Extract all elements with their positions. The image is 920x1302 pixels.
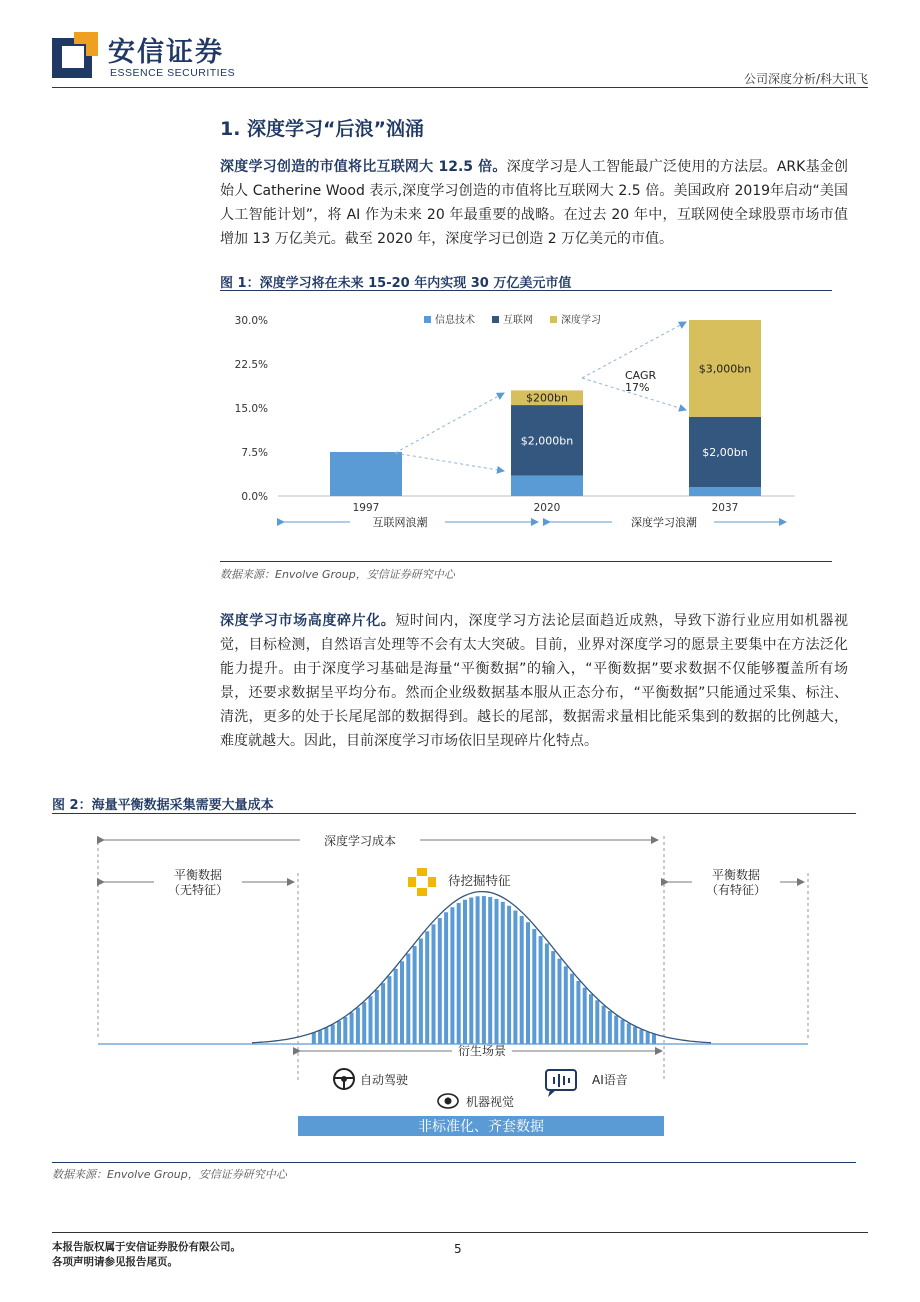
bar-segment bbox=[330, 452, 402, 496]
distribution-bar bbox=[425, 931, 429, 1044]
paragraph-1 bbox=[220, 155, 848, 251]
paragraph-1-lead: 深度学习创造的市值将比互联网大 12.5 倍。 bbox=[220, 159, 507, 175]
derived-label: 衍生场景 bbox=[457, 1044, 507, 1058]
distribution-bar bbox=[350, 1013, 354, 1044]
balanced-data-right-sub: （有特征） bbox=[705, 883, 767, 897]
distribution-bar bbox=[356, 1008, 360, 1044]
distribution-bar bbox=[343, 1017, 347, 1044]
logo-icon bbox=[52, 32, 98, 80]
distribution-bar bbox=[482, 896, 486, 1044]
figure-2-diagram bbox=[52, 818, 856, 1143]
distribution-bar bbox=[400, 961, 404, 1044]
footer-disclaimer bbox=[52, 1240, 241, 1270]
voice-icon bbox=[546, 1070, 576, 1097]
distribution-bar bbox=[381, 983, 385, 1044]
footer-line-1: 本报告版权属于安信证券股份有限公司。 bbox=[52, 1241, 241, 1253]
distribution-bar bbox=[551, 951, 555, 1044]
y-tick-label: 30.0% bbox=[234, 315, 268, 327]
distribution-bar bbox=[520, 916, 524, 1044]
distribution-bar bbox=[614, 1016, 618, 1044]
bar-data-label: $2,000bn bbox=[520, 434, 574, 448]
y-tick-label: 0.0% bbox=[241, 491, 268, 503]
distribution-bar bbox=[450, 907, 454, 1044]
distribution-bar bbox=[608, 1011, 612, 1044]
figure-2-source: 数据来源：Envolve Group，安信证券研究中心 bbox=[52, 1168, 287, 1181]
bar-segment bbox=[511, 475, 583, 496]
x-tick-label: 2020 bbox=[533, 502, 561, 514]
logo-chinese: 安信证券 bbox=[108, 37, 224, 68]
paragraph-2-lead: 深度学习市场高度碎片化。 bbox=[220, 613, 396, 629]
figure-2-top-rule bbox=[52, 813, 856, 814]
header-divider bbox=[52, 87, 868, 88]
figure-1-title: 图 1：深度学习将在未来 15-20 年内实现 30 万亿美元市值 bbox=[220, 276, 572, 291]
legend-label: 深度学习 bbox=[561, 315, 601, 326]
steering-wheel-icon bbox=[334, 1069, 354, 1089]
distribution-bar bbox=[457, 903, 461, 1044]
distribution-bar bbox=[318, 1030, 322, 1044]
distribution-bar bbox=[595, 1000, 599, 1044]
distribution-bar bbox=[387, 976, 391, 1044]
wave-internet-label: 互联网浪潮 bbox=[372, 516, 428, 529]
app-ai-voice: AI语音 bbox=[592, 1073, 628, 1087]
app-machine-vision: 机器视觉 bbox=[466, 1095, 515, 1109]
distribution-bar bbox=[539, 936, 543, 1044]
wave-dl-label: 深度学习浪潮 bbox=[631, 516, 697, 529]
bell-curve bbox=[252, 892, 711, 1043]
distribution-bar bbox=[589, 994, 593, 1044]
balanced-data-right-label: 平衡数据 bbox=[711, 868, 761, 882]
bar-data-label: $200bn bbox=[526, 391, 568, 405]
footer-divider bbox=[52, 1232, 868, 1233]
distribution-bars bbox=[312, 896, 656, 1044]
paragraph-1-body: 深度学习是人工智能最广泛使用的方法层。ARK基金创始人 Catherine Wood 表示,深度学习创造的市值将比互联网大 2.5 倍。美国政府 2019年启动“美国人工智能计划”，将 AI 作为未来 20 年最重要的战略。在过去 20 年中，互联网使全球股票市场市值增加 13 万亿美元。截至 2020 年，深度学习已创造 2 万亿美元的市值。 bbox=[220, 159, 848, 247]
distribution-bar bbox=[545, 943, 549, 1044]
legend bbox=[424, 313, 601, 326]
distribution-bar bbox=[469, 897, 473, 1044]
cagr-label: CAGR bbox=[625, 369, 657, 382]
distribution-bar bbox=[526, 922, 530, 1044]
banner-text: 非标准化、齐套数据 bbox=[418, 1119, 544, 1135]
y-tick-label: 15.0% bbox=[234, 403, 268, 415]
balanced-data-left-sub: （无特征） bbox=[167, 883, 229, 897]
logo-english: ESSENCE SECURITIES bbox=[110, 67, 236, 79]
distribution-bar bbox=[476, 896, 480, 1044]
bar-data-label: $2,00bn bbox=[702, 446, 748, 459]
section-title: 1. 深度学习“后浪”汹涌 bbox=[220, 118, 425, 140]
eye-icon bbox=[438, 1094, 458, 1108]
app-autonomous-driving: 自动驾驶 bbox=[360, 1073, 409, 1087]
distribution-bar bbox=[564, 966, 568, 1044]
distribution-bar bbox=[463, 900, 467, 1044]
bar-data-label: $3,000bn bbox=[698, 362, 752, 376]
distribution-bar bbox=[394, 969, 398, 1044]
distribution-bar bbox=[413, 946, 417, 1044]
distribution-bar bbox=[583, 988, 587, 1044]
distribution-bar bbox=[602, 1006, 606, 1044]
distribution-bar bbox=[501, 902, 505, 1044]
distribution-bar bbox=[495, 899, 499, 1044]
distribution-bar bbox=[639, 1030, 643, 1044]
bars bbox=[330, 320, 761, 496]
legend-swatch bbox=[424, 316, 431, 323]
distribution-bar bbox=[570, 974, 574, 1044]
distribution-bar bbox=[406, 954, 410, 1044]
distribution-bar bbox=[652, 1034, 656, 1044]
distribution-bar bbox=[444, 912, 448, 1044]
distribution-bar bbox=[419, 939, 423, 1044]
distribution-bar bbox=[621, 1020, 625, 1044]
distribution-bar bbox=[362, 1002, 366, 1044]
distribution-bar bbox=[513, 910, 517, 1044]
distribution-bar bbox=[532, 929, 536, 1044]
distribution-bar bbox=[331, 1025, 335, 1044]
cost-label: 深度学习成本 bbox=[323, 834, 397, 848]
connector-arrow bbox=[395, 453, 504, 471]
y-tick-label: 22.5% bbox=[234, 359, 268, 371]
distribution-bar bbox=[324, 1028, 328, 1044]
x-tick-label: 2037 bbox=[711, 502, 739, 514]
distribution-bar bbox=[558, 959, 562, 1044]
x-tick-label: 1997 bbox=[352, 502, 380, 514]
feature-icon bbox=[408, 868, 436, 896]
figure-2-bottom-rule bbox=[52, 1162, 856, 1163]
paragraph-2 bbox=[220, 609, 848, 753]
distribution-bar bbox=[507, 906, 511, 1044]
figure-1-chart bbox=[220, 300, 832, 540]
distribution-bar bbox=[438, 918, 442, 1044]
figure-1-top-rule bbox=[220, 290, 832, 291]
distribution-bar bbox=[432, 924, 436, 1044]
bar-segment bbox=[689, 487, 761, 496]
x-axis bbox=[353, 502, 739, 514]
distribution-bar bbox=[312, 1033, 316, 1044]
figure-2-title: 图 2：海量平衡数据采集需要大量成本 bbox=[52, 798, 274, 813]
distribution-bar bbox=[627, 1023, 631, 1044]
legend-label: 信息技术 bbox=[435, 315, 475, 326]
page-number: 5 bbox=[454, 1242, 462, 1256]
cagr-value: 17% bbox=[625, 381, 650, 394]
y-tick-label: 7.5% bbox=[241, 447, 268, 459]
figure-1-bottom-rule bbox=[220, 561, 832, 562]
paragraph-2-body: 短时间内，深度学习方法论层面趋近成熟，导致下游行业应用如机器视觉，目标检测，自然语言处理等不会有太大突破。目前，业界对深度学习的愿景主要集中在方法泛化能力提升。由于深度学习基础是海量“平衡数据”的输入，“平衡数据”要求数据不仅能够覆盖所有场景，还要求数据呈平均分布。然而企业级数据基本服从正态分布，“平衡数据”只能通过采集、标注、清洗，更多的处于长尾尾部的数据得到。越长的尾部，数据需求量相比能采集到的数据的比例越大，难度就越大。因此，目前深度学习市场依旧呈现碎片化特点。 bbox=[220, 613, 849, 749]
distribution-bar bbox=[369, 996, 373, 1044]
distribution-bar bbox=[576, 981, 580, 1044]
footer-line-2: 各项声明请参见报告尾页。 bbox=[52, 1256, 178, 1268]
legend-swatch bbox=[492, 316, 499, 323]
report-category: 公司深度分析/科大讯飞 bbox=[743, 72, 868, 86]
distribution-bar bbox=[488, 897, 492, 1044]
distribution-bar bbox=[646, 1032, 650, 1044]
distribution-bar bbox=[633, 1027, 637, 1044]
feature-label: 待挖掘特征 bbox=[448, 873, 511, 888]
legend-label: 互联网 bbox=[503, 315, 533, 326]
distribution-bar bbox=[375, 990, 379, 1044]
balanced-data-left-label: 平衡数据 bbox=[173, 868, 223, 882]
distribution-bar bbox=[337, 1021, 341, 1044]
legend-swatch bbox=[550, 316, 557, 323]
connector-arrow bbox=[395, 393, 504, 453]
figure-1-source: 数据来源：Envolve Group，安信证券研究中心 bbox=[220, 568, 455, 581]
